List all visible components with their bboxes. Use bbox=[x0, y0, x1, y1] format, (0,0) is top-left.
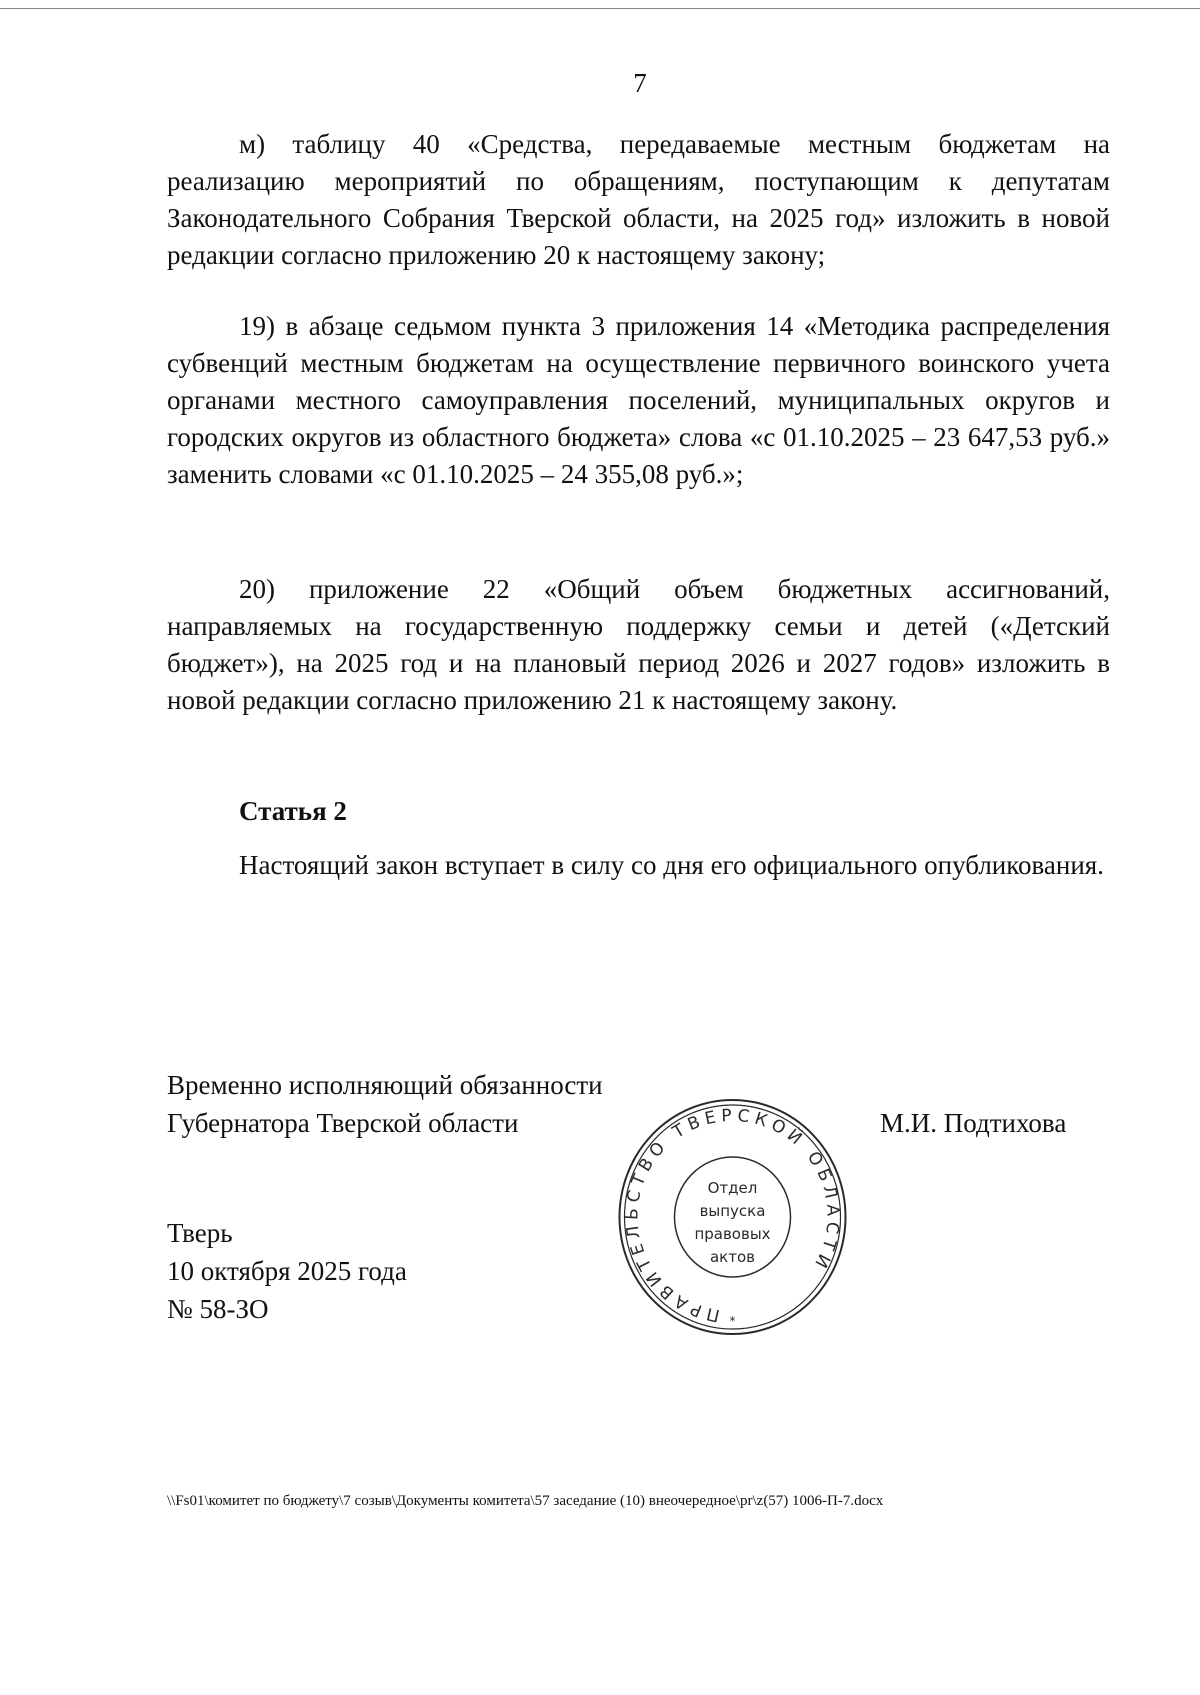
paragraph-item-20-text: 20) приложение 22 «Общий объем бюджетных ассигнований, направляемых на государственную поддержку семьи и детей («Детский бюджет»), на 2025 год и на плановый период 2026 и 2027 годов» изложить в новой редакции согласно приложению 21 к настоящему закону. bbox=[167, 574, 1110, 715]
law-date: 10 октября 2025 года bbox=[167, 1256, 407, 1286]
signatory-position-line1: Временно исполняющий обязанности bbox=[167, 1070, 603, 1100]
signatory-position-line2: Губернатора Тверской области bbox=[167, 1108, 519, 1138]
article-heading: Статья 2 bbox=[239, 796, 347, 826]
law-number: № 58-ЗО bbox=[167, 1294, 269, 1324]
place-date-block bbox=[167, 1214, 407, 1328]
page-number: 7 bbox=[633, 68, 647, 98]
stamp-center-line-3: правовых bbox=[694, 1225, 771, 1243]
signatory-position bbox=[167, 1066, 603, 1142]
stamp-center-line-4: актов bbox=[709, 1248, 756, 1266]
paragraph-item-m-text: м) таблицу 40 «Средства, передаваемые местным бюджетам на реализацию мероприятий по обращениям, поступающим к депутатам Законодательного Собрания Тверской области, на 2025 год» изложить в новой редакции согласно приложению 20 к настоящему закону; bbox=[167, 129, 1110, 270]
stamp-ring-text: ПРАВИТЕЛЬСТВО ТВЕРСКОЙ ОБЛАСТИ bbox=[622, 1105, 843, 1326]
article-body bbox=[167, 847, 1110, 884]
scan-top-edge bbox=[0, 8, 1200, 9]
city: Тверь bbox=[167, 1218, 233, 1248]
article-body-text: Настоящий закон вступает в силу со дня его официального опубликования. bbox=[239, 850, 1104, 880]
paragraph-item-m bbox=[167, 126, 1110, 274]
paragraph-item-20 bbox=[167, 571, 1110, 719]
stamp-center-line-1: Отдел bbox=[707, 1179, 758, 1197]
stamp-center-line-2: выпуска bbox=[699, 1202, 766, 1220]
signatory-name: М.И. Подтихова bbox=[880, 1108, 1067, 1138]
paragraph-item-19-text: 19) в абзаце седьмом пункта 3 приложения 14 «Методика распределения субвенций местным бюджетам на осуществление первичного воинского учета органами местного самоуправления поселений, муниципальных округов и городских округов из областного бюджета» слова «с 01.10.2025 – 23 647,53 руб.» заменить словами «с 01.10.2025 – 24 355,08 руб.»; bbox=[167, 311, 1110, 489]
footer-file-path: \\Fs01\комитет по бюджету\7 созыв\Документы комитета\57 заседание (10) внеочередное\pr\z(57) 1006-П-7.docx bbox=[167, 1493, 884, 1509]
stamp-star-icon: * bbox=[729, 1314, 736, 1328]
official-stamp bbox=[617, 1097, 848, 1337]
paragraph-item-19 bbox=[167, 308, 1110, 493]
